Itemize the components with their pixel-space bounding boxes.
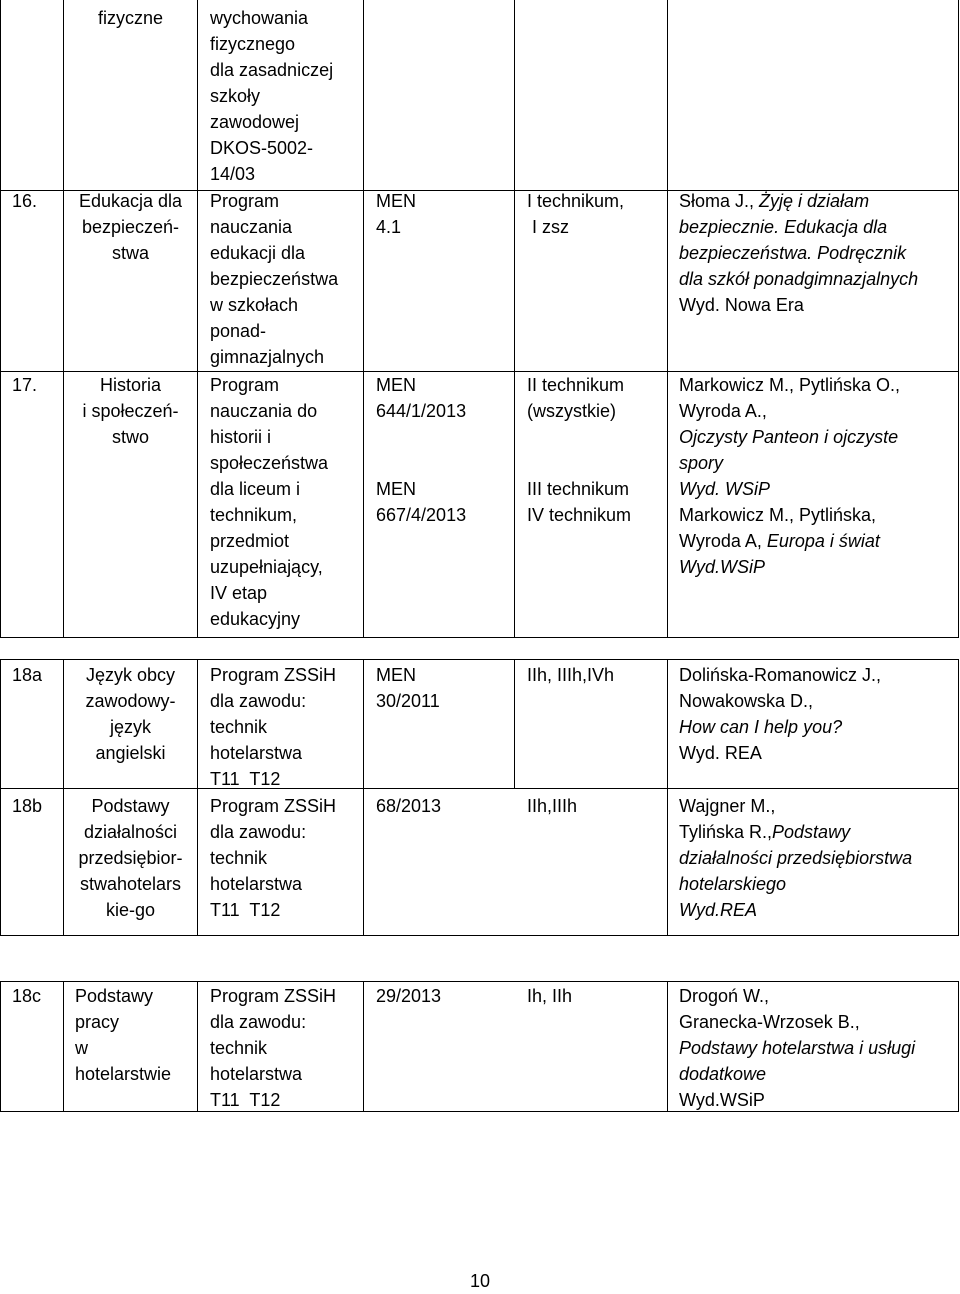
table2-border-right bbox=[958, 659, 959, 936]
textbook-title: Podstawy działalności przedsiębiorstwa hotelarskiego Wyd.REA bbox=[679, 822, 913, 920]
textbook-authors: Markowicz M., Pytlińska O., Wyroda A., bbox=[679, 375, 901, 421]
table2-row-line bbox=[0, 788, 959, 789]
table3-divider-program bbox=[197, 981, 198, 1112]
table1-border-left bbox=[0, 0, 1, 638]
program-cell: Program nauczania edukacji dla bezpieczeństwa w szkołach ponad- gimnazjalnych bbox=[210, 191, 339, 367]
textbook-authors: Słoma J., bbox=[679, 191, 760, 211]
textbook-cell bbox=[679, 372, 900, 580]
program-cell: Program nauczania do historii i społeczeństwa dla liceum i technikum, przedmiot uzupełniający, IV etap edukacyjny bbox=[210, 375, 329, 629]
classes-cell: I technikum, I zsz bbox=[527, 191, 625, 237]
program-cell: wychowania fizycznego dla zasadniczej szkoły zawodowej DKOS-5002- 14/03 bbox=[210, 8, 334, 184]
textbook-publisher: Wyd.WSiP bbox=[679, 1090, 765, 1110]
program-cell: Program ZSSiH dla zawodu: technik hotelarstwa T11 T12 bbox=[210, 986, 337, 1110]
men-number-cell: MEN 30/2011 bbox=[376, 665, 440, 711]
subject-cell: Edukacja dla bezpieczeń- stwa bbox=[78, 191, 183, 263]
subject-cell: Język obcy zawodowy- język angielski bbox=[85, 665, 176, 763]
textbook-cell bbox=[679, 983, 915, 1113]
textbook-title: Żyję i działam bezpiecznie. Edukacja dla bezpieczeństwa. Podręcznik dla szkół ponadgimnazjalnych bbox=[679, 191, 919, 289]
row-number: 16. bbox=[12, 191, 38, 211]
table1-divider-subject bbox=[63, 0, 64, 638]
men-number-cell: MEN 4.1 bbox=[376, 191, 416, 237]
men-number-cell: 68/2013 bbox=[376, 796, 442, 816]
textbook-authors-2: Markowicz M., Pytlińska, Wyroda A, bbox=[679, 505, 877, 551]
table2-border-top bbox=[0, 659, 959, 660]
program-cell: Program ZSSiH dla zawodu: technik hotelarstwa T11 T12 bbox=[210, 665, 337, 789]
classes-cell: IIh,IIIh bbox=[527, 796, 578, 816]
table2-divider-classes bbox=[514, 659, 515, 788]
textbook-cell bbox=[679, 793, 912, 923]
table3-divider-subject bbox=[63, 981, 64, 1112]
classes-cell: Ih, IIh bbox=[527, 986, 573, 1006]
row-number: 17. bbox=[12, 375, 38, 395]
subject-cell: Historia i społeczeń- stwo bbox=[82, 375, 179, 447]
table1-divider-books bbox=[667, 0, 668, 638]
classes-cell: IIh, IIIh,IVh bbox=[527, 665, 615, 685]
table2-divider-program bbox=[197, 659, 198, 936]
row-number: 18a bbox=[12, 665, 43, 685]
subject-cell: Podstawy pracy w hotelarstwie bbox=[75, 986, 172, 1084]
textbook-title-2: Europa i świat Wyd.WSiP bbox=[679, 531, 880, 577]
table2-divider-men bbox=[363, 659, 364, 936]
classes-cell: II technikum (wszystkie) III technikum IV technikum bbox=[527, 375, 632, 525]
textbook-title: Podstawy hotelarstwa i usługi dodatkowe bbox=[679, 1038, 916, 1084]
men-number-cell: 29/2013 bbox=[376, 986, 442, 1006]
table1-border-right bbox=[958, 0, 959, 638]
table1-divider-men bbox=[363, 0, 364, 638]
table1-divider-classes bbox=[514, 0, 515, 638]
program-cell: Program ZSSiH dla zawodu: technik hotelarstwa T11 T12 bbox=[210, 796, 337, 920]
textbook-title: How can I help you? bbox=[679, 717, 843, 737]
men-number-cell: MEN 644/1/2013 MEN 667/4/2013 bbox=[376, 375, 467, 525]
table2-border-left bbox=[0, 659, 1, 936]
subject-cell: Podstawy działalności przedsiębior- stwahotelars kie-go bbox=[78, 796, 183, 920]
table2-border-bottom bbox=[0, 935, 959, 936]
subject-cell: fizyczne bbox=[97, 8, 164, 28]
row-number: 18b bbox=[12, 796, 43, 816]
textbook-title: Ojczysty Panteon i ojczyste spory Wyd. WSiP bbox=[679, 427, 899, 499]
table3-border-left bbox=[0, 981, 1, 1112]
table3-divider-men bbox=[363, 981, 364, 1112]
textbook-publisher: Wyd. REA bbox=[679, 743, 762, 763]
table1-border-bottom bbox=[0, 637, 959, 638]
textbook-cell bbox=[679, 662, 881, 766]
row-number: 18c bbox=[12, 986, 42, 1006]
table3-divider-books bbox=[667, 981, 668, 1112]
table3-border-top bbox=[0, 981, 959, 982]
textbook-publisher: Wyd. Nowa Era bbox=[679, 295, 804, 315]
table1-divider-program bbox=[197, 0, 198, 638]
textbook-authors: Wajgner M., Tylińska R., bbox=[679, 796, 776, 842]
table2-divider-books bbox=[667, 659, 668, 936]
page-number: 10 bbox=[469, 1271, 491, 1291]
table3-border-right bbox=[958, 981, 959, 1112]
textbook-authors: Drogoń W., Granecka-Wrzosek B., bbox=[679, 986, 860, 1032]
textbook-authors: Dolińska-Romanowicz J., Nowakowska D., bbox=[679, 665, 882, 711]
textbook-cell bbox=[679, 188, 918, 318]
